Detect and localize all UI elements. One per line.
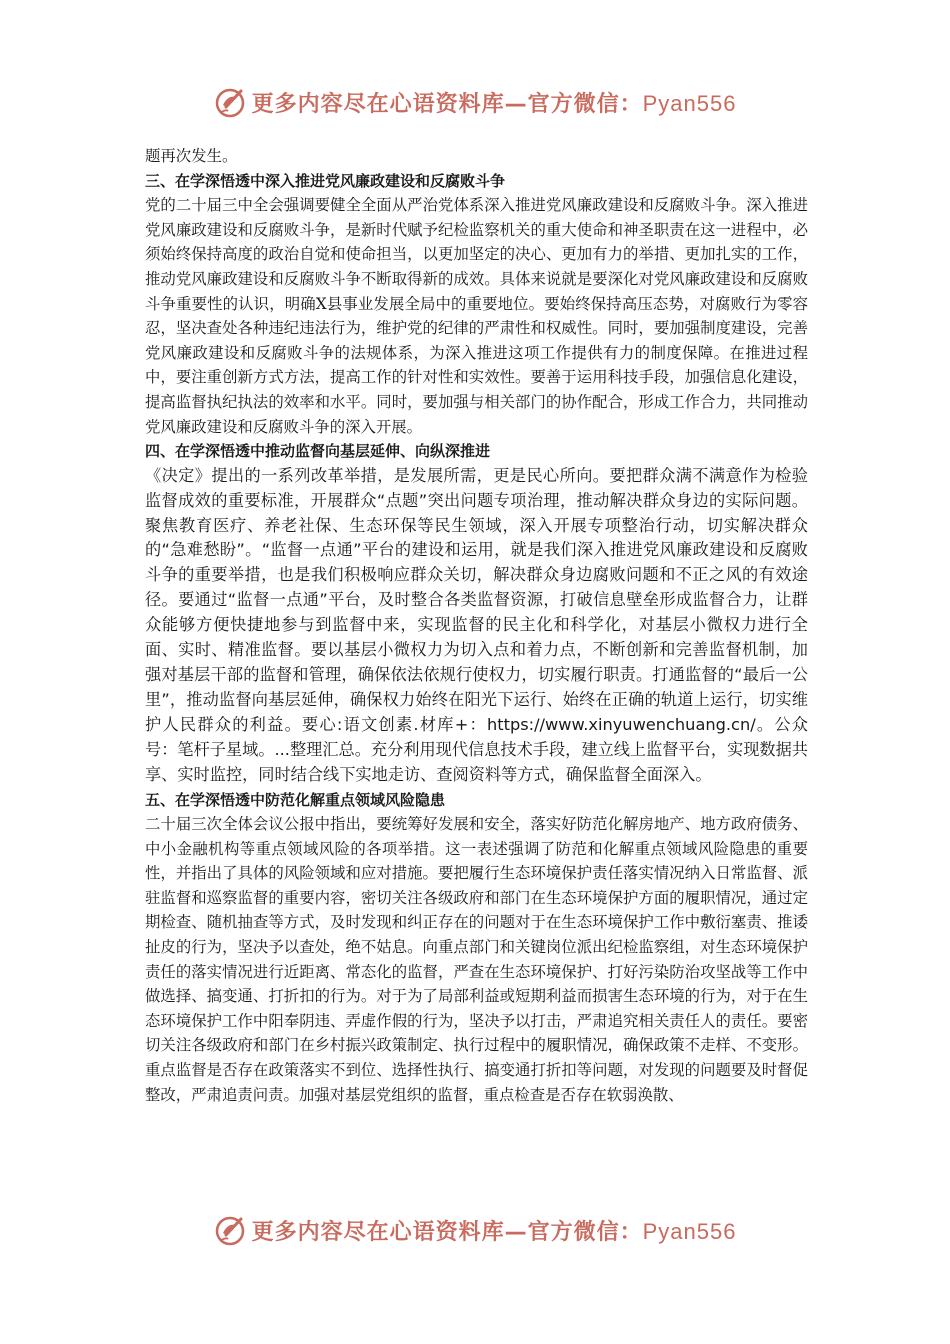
section-3-body: 党的二十届三中全会强调要健全全面从严治党体系深入推进党风廉政建设和反腐败斗争。深入推进党风廉政建设和反腐败斗争，是新时代赋予纪检监察机关的重大使命和神圣职责在这一进程中，必须始终保持高度的政治自觉和使命担当，以更加坚定的决心、更加有力的举措、更加扎实的工作，推动党风廉政建设和反腐败斗争不断取得新的成效。具体来说就是要深化对党风廉政建设和反腐败斗争重要性的认识，明确X县事业发展全局中的重要地位。要始终保持高压态势，对腐败行为零容忍，坚决查处各种违纪违法行为，维护党的纪律的严肃性和权威性。同时，要加强制度建设，完善党风廉政建设和反腐败斗争的法规体系，为深入推进这项工作提供有力的制度保障。在推进过程中，要注重创新方式方法，提高工作的针对性和实效性。要善于运用科技手段，加强信息化建设，提高监督执纪执法的效率和水平。同时，要加强与相关部门的协作配合，形成工作合力，共同推动党风廉政建设和反腐败斗争的深入开展。 [145,196,808,436]
continued-paragraph: 题再次发生。 [145,147,238,165]
watermark-brand: Pyan556 [642,90,737,116]
pen-logo-icon [214,85,248,119]
section-5-body: 二十届三次全体会议公报中指出，要统筹好发展和安全，落实好防范化解房地产、地方政府债务、中小金融机构等重点领域风险的各项举措。这一表述强调了防范和化解重点领域风险隐患的重要性，并指出了具体的风险领域和应对措施。要把履行生态环境保护责任落实情况纳入日常监督、派驻监督和巡察监督的重要内容，密切关注各级政府和部门在生态环境保护方面的履职情况，通过定期检查、随机抽查等方式，及时发现和纠正存在的问题对于在生态环境保护工作中敷衍塞责、推诿扯皮的行为，坚决予以查处，绝不姑息。向重点部门和关键岗位派出纪检监察组，对生态环境保护责任的落实情况进行近距离、常态化的监督，严查在生态环境保护、打好污染防治攻坚战等工作中做选择、搞变通、打折扣的行为。对于为了局部利益或短期利益而损害生态环境的行为，对于在生态环境保护工作中阳奉阴违、弄虚作假的行为，坚决予以打击，严肃追究相关责任人的责任。要密切关注各级政府和部门在乡村振兴政策制定、执行过程中的履职情况，确保政策不走样、不变形。重点监督是否存在政策落实不到位、选择性执行、搞变通打折扣等问题，对发现的问题要及时督促整改，严肃追责问责。加强对基层党组织的监督，重点检查是否存在软弱涣散、 [145,815,808,1104]
footer-watermark [0,1210,950,1250]
pen-logo-icon [214,1213,248,1247]
section-4-body: 《决定》提出的一系列改革举措，是发展所需，更是民心所向。要把群众满不满意作为检验监督成效的重要标准，开展群众“点题”突出问题专项治理，推动解决群众身边的实际问题。聚焦教育医疗、养老社保、生态环保等民生领域，深入开展专项整治行动，切实解决群众的“急难愁盼”。“监督一点通”平台的建设和运用，就是我们深入推进党风廉政建设和反腐败斗争的重要举措，也是我们积极响应群众关切，解决群众身边腐败问题和不正之风的有效途径。要通过“监督一点通”平台，及时整合各类监督资源，打破信息壁垒形成监督合力，让群众能够方便快捷地参与到监督中来，实现监督的民主化和科学化，对基层小微权力进行全面、实时、精准监督。要以基层小微权力为切入点和着力点，不断创新和完善监督机制，加强对基层干部的监督和管理，确保依法依规行使权力，切实履行职责。打通监督的“最后一公里”，推动监督向基层延伸，确保权力始终在阳光下运行、始终在正确的轨道上运行，切实维护人民群众的利益。要心:语文创素.材库+：https://www.xinyuwenchuang.cn/。公众号：笔杆子星域。...整理汇总。充分利用现代信息技术手段，建立线上监督平台，实现数据共享、实时监控，同时结合线下实地走访、查阅资料等方式，确保监督全面深入。 [145,465,808,784]
watermark-text: 更多内容尽在心语资料库—官方微信：Pyan556 [251,90,737,117]
section-4-heading: 四、在学深悟透中推动监督向基层延伸、向纵深推进 [145,442,491,461]
document-body [145,144,808,1107]
watermark-brand: Pyan556 [642,1218,737,1244]
section-3-heading: 三、在学深悟透中深入推进党风廉政建设和反腐败斗争 [145,171,506,190]
watermark-text: 更多内容尽在心语资料库—官方微信：Pyan556 [251,1218,737,1245]
section-5-heading: 五、在学深悟透中防范化解重点领域风险隐患 [145,790,446,809]
header-watermark [0,82,950,122]
